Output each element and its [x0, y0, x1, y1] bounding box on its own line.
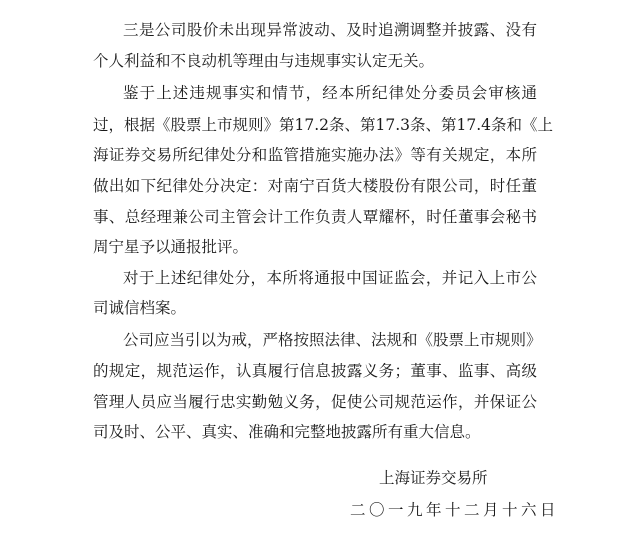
- paragraph-1-line-1: 三是公司股价未出现异常波动、及时追溯调整并披露、没有: [123, 21, 537, 39]
- paragraph-4-line-2: 的规定，规范运作，认真履行信息披露义务；董事、监事、高级: [93, 362, 537, 380]
- paragraph-2-line-4: 做出如下纪律处分决定：对南宁百货大楼股份有限公司，时任董: [93, 177, 537, 195]
- signature-organization: 上海证券交易所: [379, 469, 488, 487]
- paragraph-2-line-1: 鉴于上述违规事实和情节，经本所纪律处分委员会审核通: [123, 84, 537, 102]
- paragraph-4-line-1: 公司应当引以为戒，严格按照法律、法规和《股票上市规则》: [123, 331, 542, 349]
- paragraph-2-line-2: 过，根据《股票上市规则》第17.2条、第17.3条、第17.4条和《上: [93, 116, 554, 134]
- paragraph-2-line-5: 事、总经理兼公司主管会计工作负责人覃耀杯，时任董事会秘书: [93, 208, 537, 226]
- paragraph-1-line-2: 个人利益和不良动机等理由与违规事实认定无关。: [93, 52, 435, 70]
- paragraph-3-line-1: 对于上述纪律处分，本所将通报中国证监会，并记入上市公: [123, 269, 537, 287]
- paragraph-4-line-3: 管理人员应当履行忠实勤勉义务，促使公司规范运作，并保证公: [93, 393, 537, 411]
- paragraph-2-line-6: 周宁星予以通报批评。: [93, 238, 249, 256]
- paragraph-4-line-4: 司及时、公平、真实、准确和完整地披露所有重大信息。: [93, 423, 481, 441]
- signature-date: 二〇一九年十二月十六日: [350, 501, 560, 519]
- paragraph-3-line-2: 司诚信档案。: [93, 299, 187, 317]
- paragraph-2-line-3: 海证券交易所纪律处分和监管措施实施办法》等有关规定，本所: [93, 146, 537, 164]
